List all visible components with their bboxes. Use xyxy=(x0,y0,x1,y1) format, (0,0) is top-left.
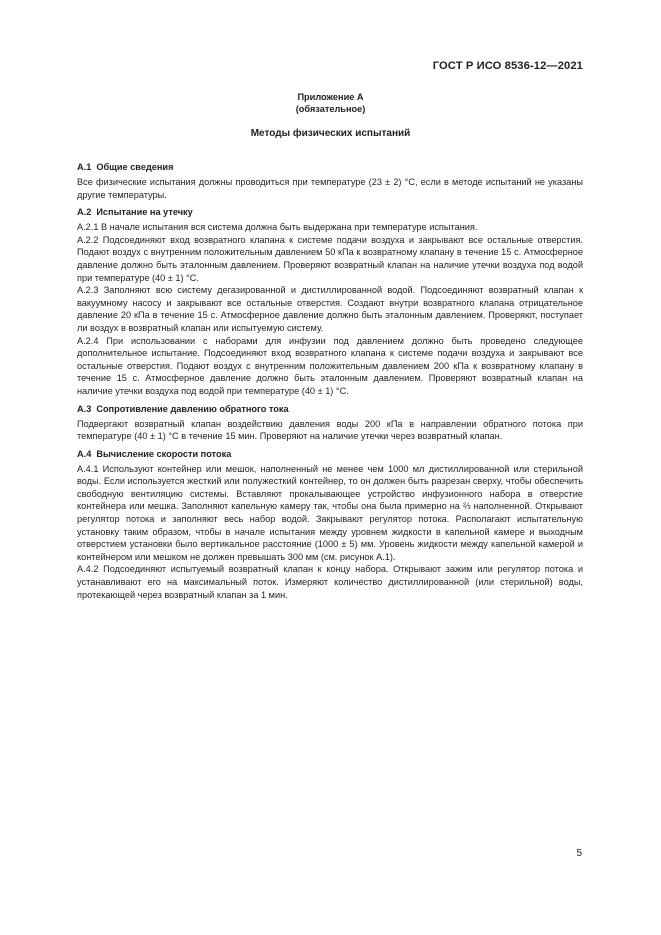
standard-id: ГОСТ Р ИСО 8536-12—2021 xyxy=(432,60,583,72)
paragraph: А.2.1 В начале испытания вся система должна быть выдержана при температуре испытания. xyxy=(77,222,478,233)
section-number: А.2 xyxy=(77,207,92,218)
annex-heading: Методы физических испытаний xyxy=(250,128,411,139)
paragraph: Все физические испытания должны проводиться при температуре (23 ± 2) °С, если в методе испытаний не указаны другие температуры. xyxy=(77,177,583,200)
section-a2 xyxy=(77,206,583,397)
section-number: А.4 xyxy=(77,448,92,459)
section-title: Вычисление скорости потока xyxy=(96,448,232,459)
paragraph: А.2.4 При использовании с наборами для инфузии под давлением должно быть проведено следующее дополнительное испытание. Подсоединяют вход возвратного клапана к системе подачи воздуха и закрывают все остальные отверстия. Подают воздух с внутренним положительным давлением 200 кПа к возвратному клапану в течение 15 с. Атмосферное давление должно быть эталонным давлением. Проверяют возвратный клапан на наличие утечки воздуха под водой при температуре (40 ± 1) °С. xyxy=(77,335,583,396)
section-title: Сопротивление давлению обратного тока xyxy=(96,403,289,414)
annex-title: Приложение А xyxy=(297,92,364,102)
section-title: Общие сведения xyxy=(96,162,174,172)
section-heading xyxy=(77,161,583,173)
paragraph: А.2.3 Заполняют всю систему дегазированной и дистиллированной водой. Подсоединяют возвратный клапан к вакуумному насосу и закрывают все остальные отверстия. Создают внутри возвратного клапана отрицательное давление 20 кПа в течение 15 с. Атмосферное давление должно быть эталонным давлением. Проверяют, поступает ли воздух в возвратный клапан или испытуемую систему. xyxy=(77,285,583,333)
section-title: Испытание на утечку xyxy=(96,207,193,218)
paragraph: А.4.2 Подсоединяют испытуемый возвратный клапан к концу набора. Открывают зажим или регулятор потока и устанавливают его на максимальный поток. Измеряют количество дистиллированной (или стерильной) воды, протекающей через возвратный клапан за 1 мин. xyxy=(77,564,583,600)
page-number: 5 xyxy=(576,848,582,859)
document-body xyxy=(77,161,583,601)
section-number: А.3 xyxy=(77,403,92,414)
section-a1 xyxy=(77,161,583,201)
section-heading xyxy=(77,206,583,218)
section-heading xyxy=(77,448,583,460)
paragraph: Подвергают возвратный клапан воздействию давления воды 200 кПа в направлении обратного потока при температуре (40 ± 1) °С в течение 15 мин. Проверяют на наличие утечки через возвратный клапан. xyxy=(77,418,583,442)
section-a4 xyxy=(77,448,583,602)
section-a3 xyxy=(77,403,583,443)
annex-status: (обязательное) xyxy=(295,104,366,114)
section-heading xyxy=(77,403,583,415)
section-number: А.1 xyxy=(77,162,92,172)
paragraph: А.4.1 Используют контейнер или мешок, наполненный не менее чем 1000 мл дистиллированной или стерильной воды. Если используется жесткий или полужесткий контейнер, то он должен быть разрезан сверху, чтобы обеспечить свободную вентиляцию системы. Вставляют прокалывающее устройство инфузионного набора в отверстие контейнера или мешка. Заполняют капельную камеру так, чтобы она была примерно на ⅔ наполненной. Открывают регулятор потока и заполняют весь набор водой. Закрывают регулятор потока. Располагают испытательную установку таким образом, чтобы в начале испытания между уровнем жидкости в капельной камере и выходным отверстием установки было вертикальное расстояние (1000 ± 5) мм. Уровень жидкости между капельной камерой и контейнером или мешком не должен превышать 300 мм (см. рисунок А.1). xyxy=(77,463,583,562)
paragraph: А.2.2 Подсоединяют вход возвратного клапана к системе подачи воздуха и закрывают все остальные отверстия. Подают воздух с внутренним положительным давлением 50 кПа к возвратному клапану в течение 15 с. Атмосферное давление должно быть эталонным давлением. Проверяют возвратный клапан на наличие утечки воздуха под водой при температуре (40 ± 1) °С. xyxy=(77,234,583,283)
